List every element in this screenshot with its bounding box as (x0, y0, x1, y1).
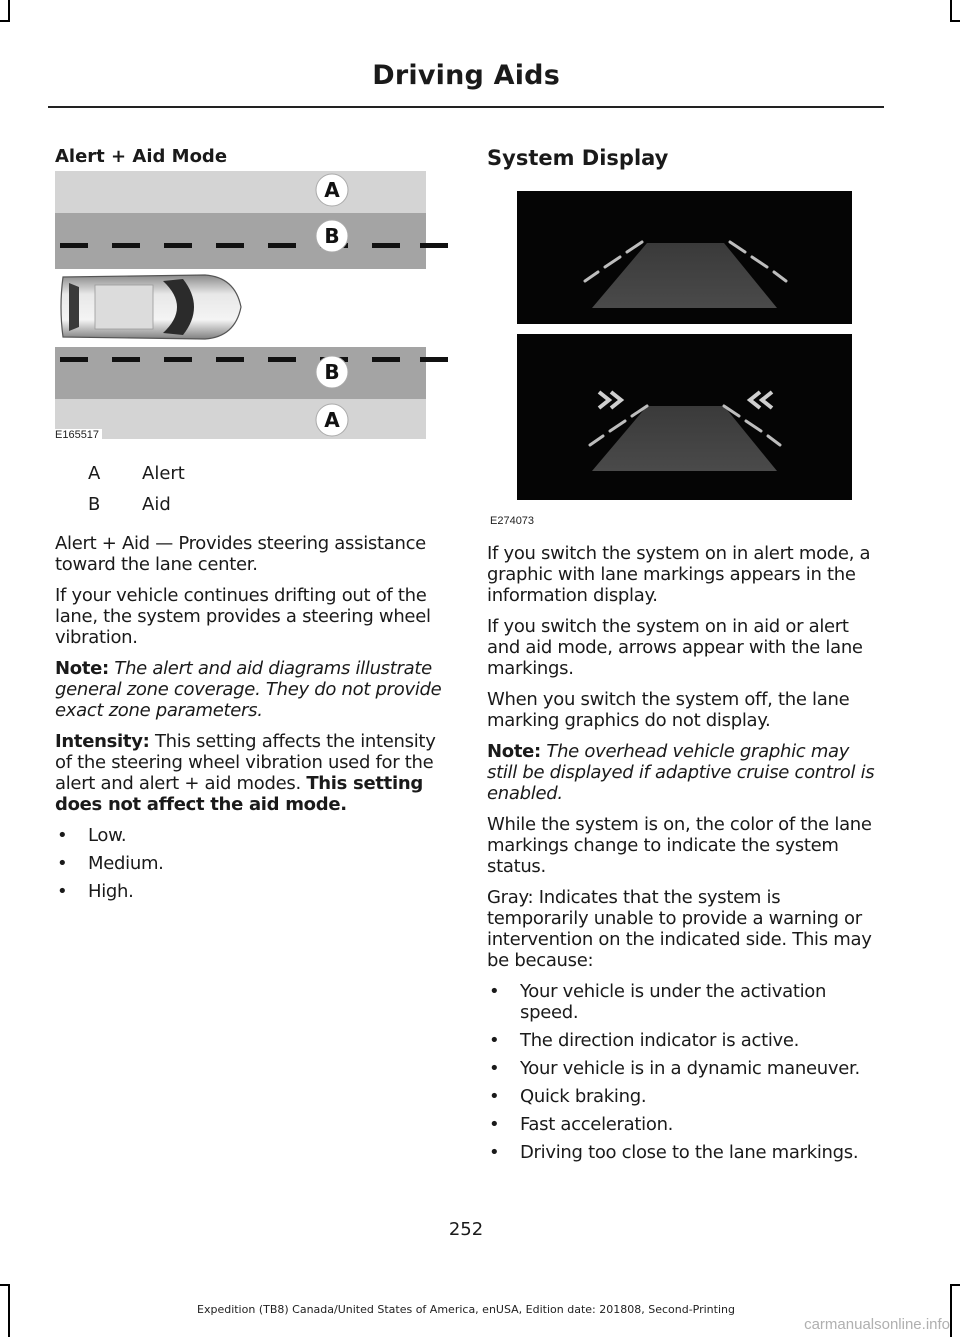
paragraph: If your vehicle continues drifting out of the lane, the system provides a steering wheel vibration. (55, 585, 431, 648)
paragraph: When you switch the system off, the lane marking graphics do not display. (487, 689, 850, 731)
list-item: • Quick braking. (489, 1086, 647, 1107)
list-item: • Your vehicle is under the activation speed. (489, 981, 827, 1023)
crop-mark (0, 1284, 10, 1286)
paragraph: If you switch the system on in aid or alert and aid mode, arrows appear with the lane markings. (487, 616, 863, 679)
intensity-list (55, 825, 447, 902)
figure-code: E165517 (55, 429, 102, 441)
legend-value: Alert (142, 463, 185, 484)
intensity-bold-text: This setting does not affect the aid mode. (55, 773, 423, 815)
legend-key: A (88, 463, 101, 484)
system-display-figure (487, 186, 857, 531)
lane-zone-svg (55, 171, 450, 441)
page-header-title: Driving Aids (372, 60, 560, 91)
bullet-glyph: • (57, 881, 68, 902)
footer-edition-text: Expedition (TB8) Canada/United States of America, enUSA, Edition date: 201808, Second-Printing (197, 1303, 735, 1316)
bullet-glyph: • (489, 1114, 500, 1135)
aid-zone-bottom (55, 347, 426, 399)
legend-row (55, 494, 447, 525)
legend-row (55, 463, 447, 494)
crop-mark (8, 0, 10, 22)
car-topview (61, 275, 241, 339)
list-item: • Low. (57, 825, 127, 846)
paragraph: Alert + Aid — Provides steering assistance toward the lane center. (55, 533, 426, 575)
bullet-glyph: • (57, 853, 68, 874)
paragraph: Gray: Indicates that the system is temporarily unable to provide a warning or intervention on the indicated side. This may be because: (487, 887, 872, 971)
crop-mark (950, 20, 960, 22)
crop-mark (950, 1284, 960, 1286)
crop-mark (0, 20, 10, 22)
note-text: The alert and aid diagrams illustrate general zone coverage. They do not provide exact zone parameters. (55, 658, 442, 721)
list-item: • The direction indicator is active. (489, 1030, 800, 1051)
list-item: • Fast acceleration. (489, 1114, 674, 1135)
legend-value: Aid (142, 494, 171, 515)
note (55, 658, 447, 721)
section-title-alert-aid-mode: Alert + Aid Mode (55, 146, 228, 167)
list-item: • Your vehicle is in a dynamic maneuver. (489, 1058, 860, 1079)
legend-key: B (88, 494, 101, 515)
note-label: Note: (487, 741, 541, 762)
callout-label: B (324, 360, 340, 384)
paragraph: If you switch the system on in alert mode, a graphic with lane markings appears in the information display. (487, 543, 871, 606)
crop-mark (950, 0, 952, 22)
crop-mark (950, 1284, 952, 1337)
intensity-paragraph (55, 731, 447, 815)
figure-legend (55, 463, 447, 525)
alert-zone-top (55, 171, 426, 213)
system-display-svg (487, 186, 857, 531)
intensity-text: This setting affects the intensity of the steering wheel vibration used for the alert and alert + aid modes. (55, 731, 436, 794)
header-rule (48, 106, 884, 108)
list-item: • High. (57, 881, 134, 902)
bullet-glyph: • (489, 1030, 500, 1051)
bullet-glyph: • (57, 825, 68, 846)
page-number: 252 (448, 1219, 484, 1240)
callout-label: A (324, 178, 340, 202)
bullet-glyph: • (489, 1142, 500, 1163)
note-text: The overhead vehicle graphic may still be displayed if adaptive cruise control is enabled. (487, 741, 875, 804)
watermark: carmanualsonline.info (804, 1316, 950, 1333)
lane-zone-diagram (55, 171, 450, 441)
note-label: Note: (55, 658, 109, 679)
callout-label: B (324, 224, 340, 248)
section-title-system-display: System Display (487, 146, 669, 170)
figure-code: E274073 (490, 515, 535, 527)
callout-label: A (324, 408, 340, 432)
intensity-label: Intensity: (55, 731, 150, 752)
bullet-glyph: • (489, 1058, 500, 1079)
paragraph: While the system is on, the color of the lane markings change to indicate the system status. (487, 814, 872, 877)
bullet-glyph: • (489, 1086, 500, 1107)
aid-zone-top (55, 213, 426, 269)
bullet-glyph: • (489, 981, 500, 1002)
list-item: • Driving too close to the lane markings. (489, 1142, 859, 1163)
alert-zone-bottom (55, 399, 426, 439)
gray-status-list (487, 981, 882, 1163)
note (487, 741, 882, 804)
list-item: • Medium. (57, 853, 164, 874)
